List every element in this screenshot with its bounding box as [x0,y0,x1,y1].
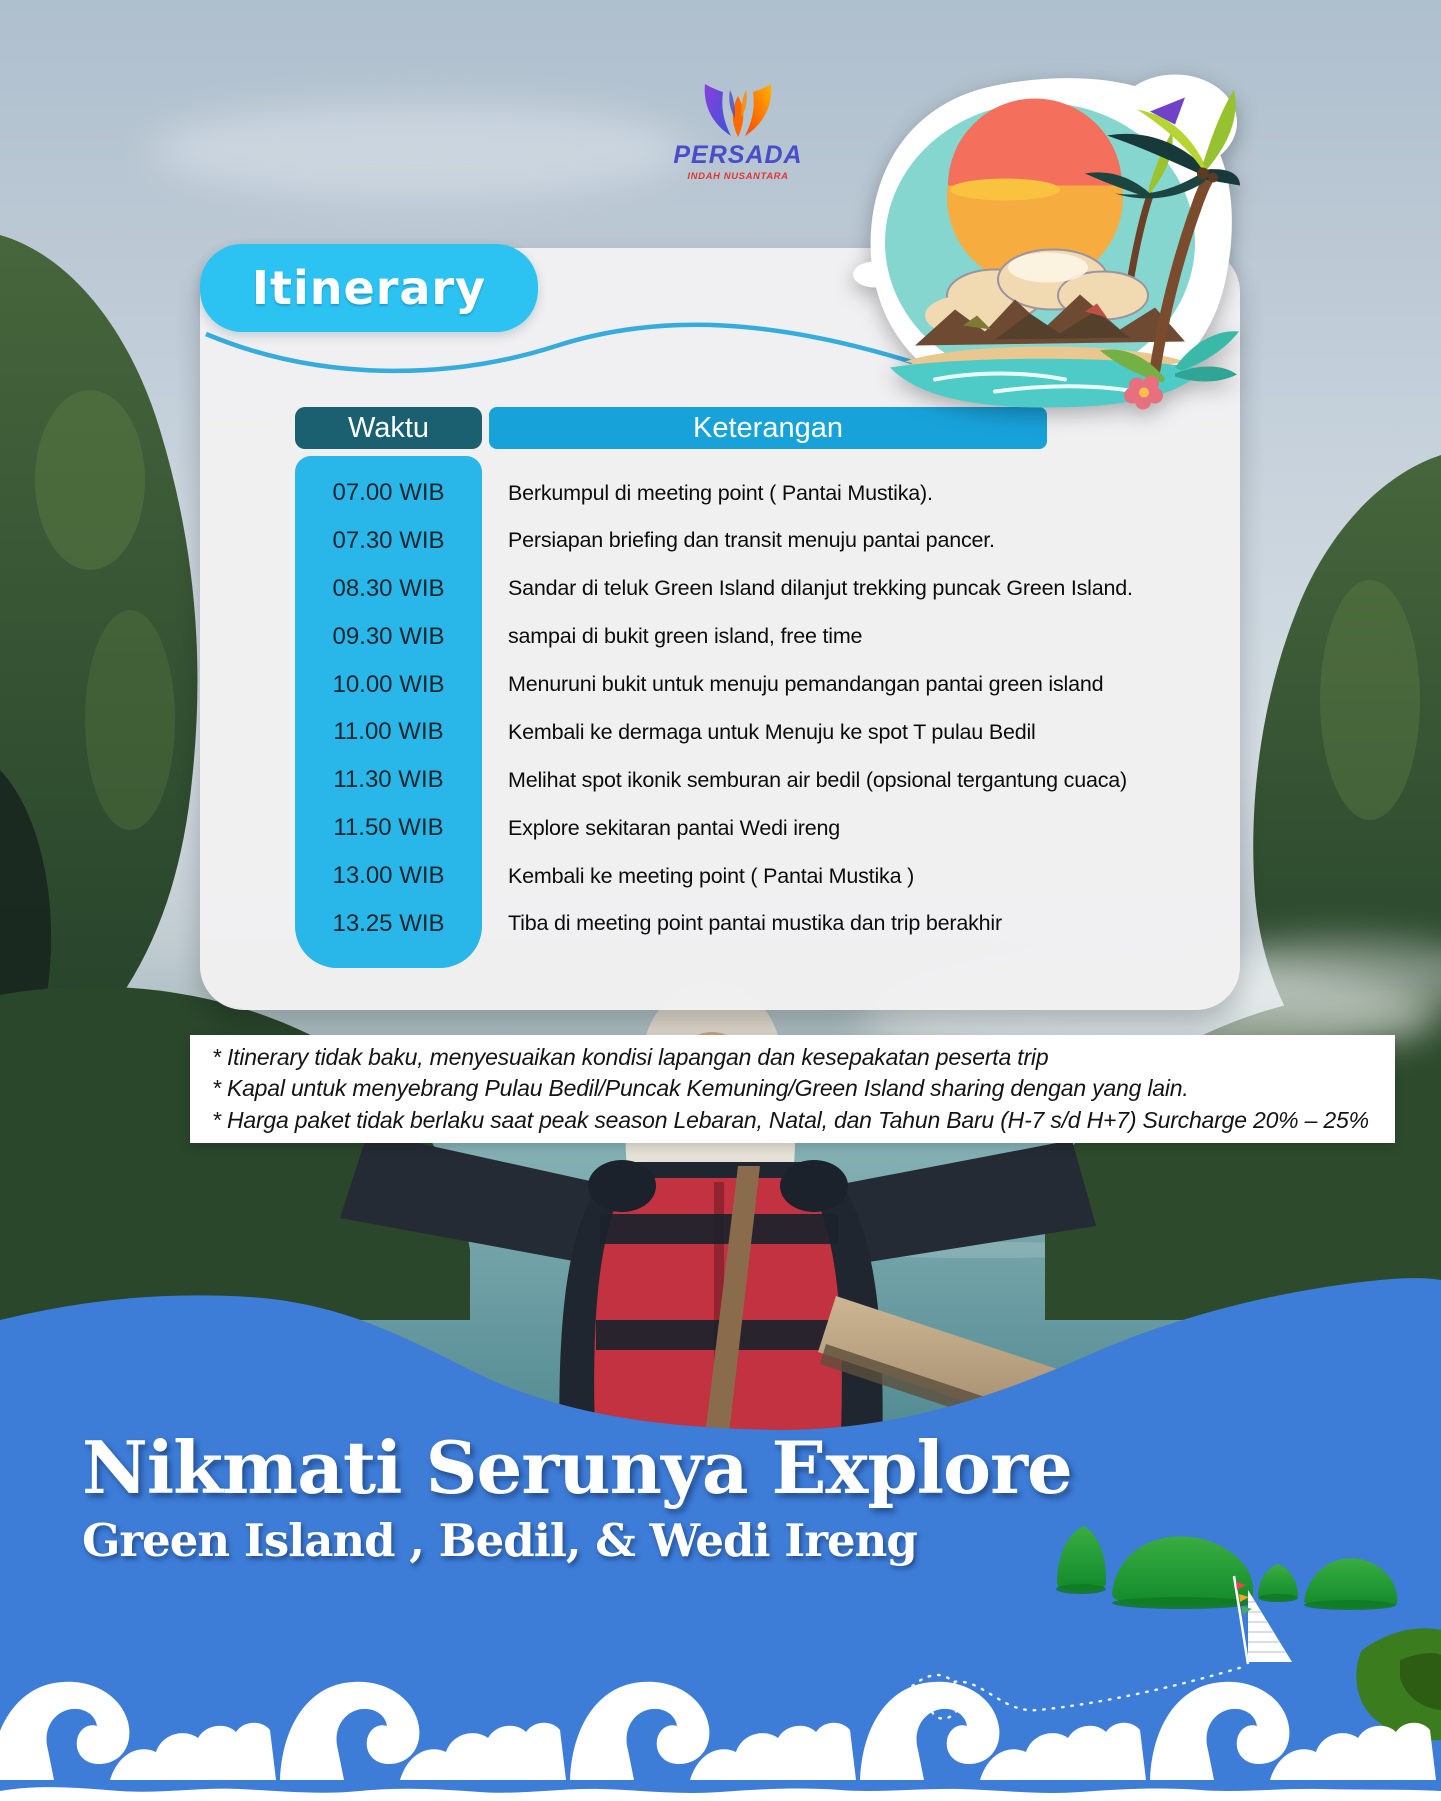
table-header-description-label: Keterangan [693,411,843,444]
row-time: 10.00 WIB [332,670,445,698]
row-time: 11.50 WIB [333,814,444,842]
footer-subtitle: Green Island , Bedil, & Wedi Ireng [82,1513,917,1567]
note-line: * Kapal untuk menyebrang Pulau Bedil/Puncak Kemuning/Green Island sharing dengan yang lain. [212,1075,1189,1102]
table-row [295,574,1133,603]
note-line: * Harga paket tidak berlaku saat peak season Lebaran, Natal, dan Tahun Baru (H-7 s/d H+7) Surcharge 20% – 25% [212,1106,1369,1133]
row-time: 11.00 WIB [333,718,444,746]
table-row [295,670,1104,699]
footer-title: Nikmati Serunya Explore [82,1425,1072,1510]
tropical-island-sticker [845,66,1240,414]
table-row [295,623,1055,651]
logo [628,80,848,182]
phoenix-logo-icon [692,80,784,138]
table-header-time-label: Waktu [347,411,430,444]
row-desc: sampai di bukit green island, free time [508,624,863,649]
itinerary-rows [295,456,1133,968]
row-desc: Persiapan briefing dan transit menuju pantai pancer. [508,528,995,553]
table-row [295,718,1055,746]
row-desc: Melihat spot ikonik semburan air bedil (opsional tergantung cuaca) [508,767,1128,792]
wave-curls [0,1660,1441,1801]
row-desc: Tiba di meeting point pantai mustika dan trip berakhir [508,911,1002,936]
row-desc: Menuruni bukit untuk menuju pemandangan pantai green island [508,672,1104,696]
table-row [295,910,1055,938]
row-time: 11.30 WIB [333,766,444,794]
row-desc: Kembali ke meeting point ( Pantai Mustika ) [508,863,915,888]
row-desc: Explore sekitaran pantai Wedi ireng [508,815,841,840]
row-time: 09.30 WIB [332,622,445,650]
row-time: 13.25 WIB [332,909,445,937]
itinerary-title: Itinerary [251,261,487,315]
table-row [295,479,1055,507]
itinerary-badge [200,244,538,332]
logo-tagline: INDAH NUSANTARA [687,171,789,182]
row-desc: Sandar di teluk Green Island dilanjut trekking puncak Green Island. [508,576,1133,601]
table-row [295,766,1128,794]
row-desc: Kembali ke dermaga untuk Menuju ke spot T pulau Bedil [508,719,1036,744]
row-time: 08.30 WIB [332,574,445,602]
row-time: 07.30 WIB [332,526,445,554]
row-desc: Berkumpul di meeting point ( Pantai Mustika). [508,480,933,505]
note-line: * Itinerary tidak baku, menyesuaikan kondisi lapangan dan kesepakatan peserta trip [212,1044,1049,1071]
logo-text: PERSADA [673,141,803,169]
table-row [295,527,1055,555]
table-row [295,814,1055,842]
table-row [295,862,1055,890]
notes-panel [190,1035,1395,1143]
table-header-time [295,407,482,449]
row-time: 13.00 WIB [332,862,445,889]
row-time: 07.00 WIB [332,479,445,506]
